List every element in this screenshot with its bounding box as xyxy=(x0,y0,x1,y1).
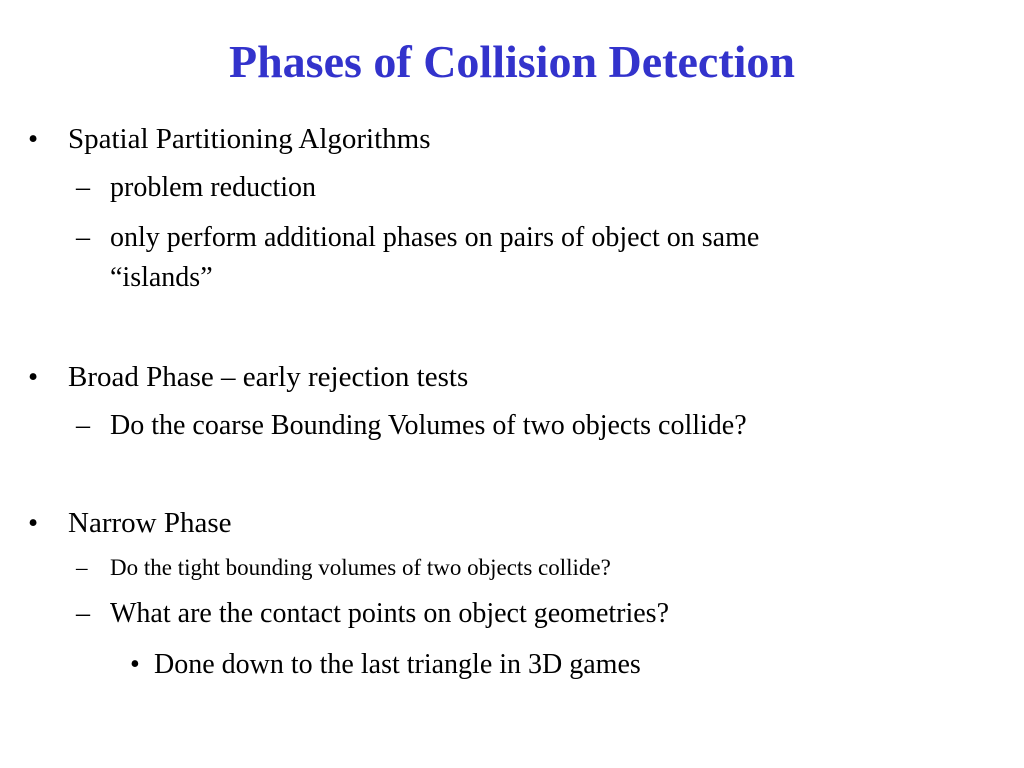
subbullet-contact-points xyxy=(76,594,669,634)
subbullet-problem-reduction xyxy=(76,168,316,208)
subbullet-additional-phases xyxy=(76,218,759,258)
subbullet-text: Do the tight bounding volumes of two objects collide? xyxy=(110,555,611,580)
bullet-text: Broad Phase – early rejection tests xyxy=(68,361,469,393)
dash-marker: – xyxy=(76,410,90,441)
dash-marker: – xyxy=(76,598,90,629)
subbullet-additional-phases-continued xyxy=(110,258,213,298)
bullet-marker: • xyxy=(130,649,140,680)
bullet-marker: • xyxy=(28,361,39,393)
bullet-narrow-phase xyxy=(28,506,231,540)
subbullet-coarse-bounding-volumes xyxy=(76,406,747,446)
slide-title: Phases of Collision Detection xyxy=(228,36,795,87)
bullet-text: Spatial Partitioning Algorithms xyxy=(68,123,431,155)
subbullet-text: Do the coarse Bounding Volumes of two objects collide? xyxy=(110,410,747,441)
bullet-spatial-partitioning xyxy=(28,122,431,156)
subsubbullet-text: Done down to the last triangle in 3D games xyxy=(154,649,641,680)
dash-marker: – xyxy=(76,555,88,580)
subbullet-tight-bounding-volumes xyxy=(76,553,611,583)
bullet-marker: • xyxy=(28,507,39,539)
bullet-broad-phase xyxy=(28,360,468,394)
subbullet-text: problem reduction xyxy=(110,172,317,203)
subbullet-text: What are the contact points on object geometries? xyxy=(110,598,670,629)
dash-marker: – xyxy=(76,172,90,203)
subbullet-text: only perform additional phases on pairs of object on same xyxy=(110,222,760,253)
bullet-text: Narrow Phase xyxy=(68,507,232,539)
bullet-marker: • xyxy=(28,123,39,155)
dash-marker: – xyxy=(76,222,90,253)
subbullet-text-continued: “islands” xyxy=(110,262,213,293)
subsubbullet-last-triangle xyxy=(130,648,641,682)
